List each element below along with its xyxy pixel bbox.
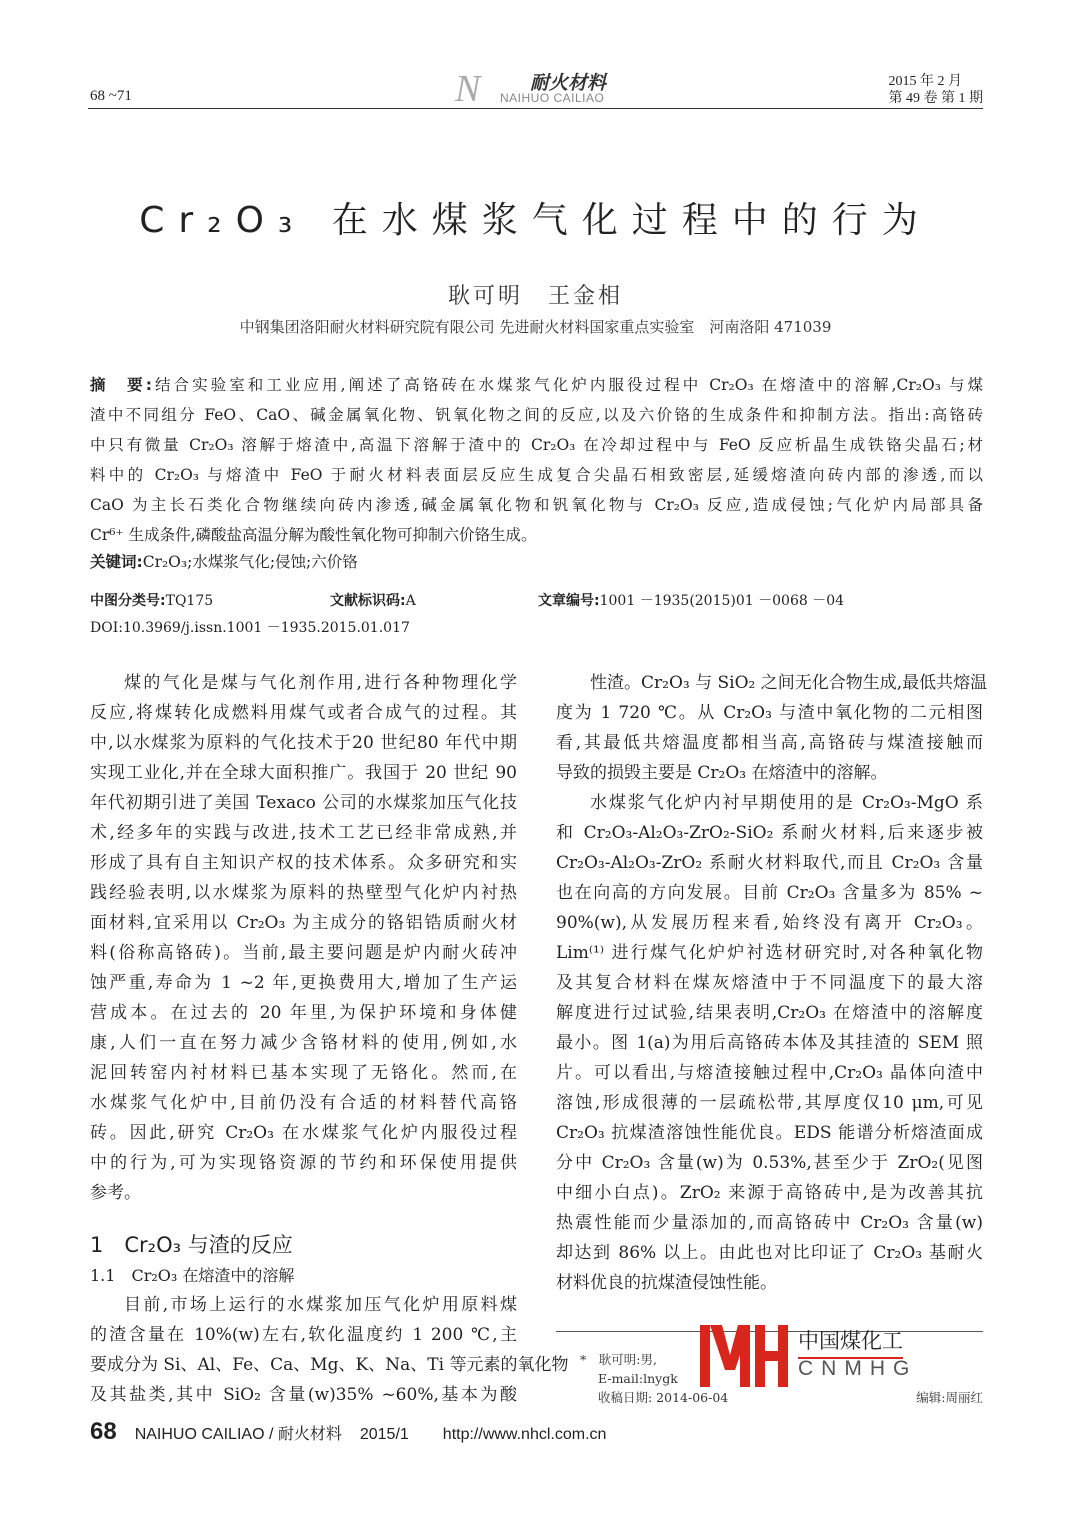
paragraph-line: 目前,市场上运行的水煤浆加压气化炉用原料煤	[124, 1295, 517, 1315]
paragraph-line: 践经验表明,以水煤浆为原料的热壁型气化炉内衬热	[90, 883, 517, 903]
paragraph-line: 中,以水煤浆为原料的气化技术于20 世纪80 年代中期	[90, 733, 517, 753]
paragraph-line: 的渣含量在 10%(w)左右,软化温度约 1 200 ℃,主	[90, 1325, 517, 1345]
paragraph-line: 泥回转窑内衬材料已基本实现了无铬化。然而,在	[90, 1063, 517, 1083]
article-number	[538, 590, 844, 610]
footnote-author: * 耿可明:男,	[580, 1352, 657, 1367]
paragraph-line: 也在向高的方向发展。目前 Cr₂O₃ 含量多为 85% ~	[556, 883, 983, 903]
section-heading: 1 Cr₂O₃ 与渣的反应	[90, 1233, 293, 1257]
paragraph-line: 中细小白点)。ZrO₂ 来源于高铬砖中,是为改善其抗	[556, 1183, 983, 1203]
paragraph-line: 砖。因此,研究 Cr₂O₃ 在水煤浆气化炉内服役过程	[90, 1123, 517, 1143]
footnote-received: 收稿日期: 2014-06-04	[598, 1390, 729, 1405]
doc-code	[330, 590, 416, 610]
paragraph-line: 材料优良的抗煤渣侵蚀性能。	[556, 1273, 777, 1293]
doc-value: A	[405, 593, 416, 609]
issue-info	[889, 73, 984, 107]
art-label: 文章编号:	[538, 593, 600, 609]
clc-number	[90, 590, 213, 610]
editor: 编辑:周丽红	[916, 1390, 983, 1405]
logo-mark: N	[455, 68, 481, 110]
paragraph-line: 热震性能而少量添加的,而高铬砖中 Cr₂O₃ 含量(w)	[556, 1213, 983, 1233]
keywords-label: 关键词:	[90, 553, 143, 571]
paragraph-line: 实现工业化,并在全球大面积推广。我国于 20 世纪 90	[90, 763, 517, 783]
paragraph-line: 康,人们一直在努力减少含铬材料的使用,例如,水	[90, 1033, 517, 1053]
footer-issue: 2015/1	[359, 1426, 409, 1443]
paragraph-line: 最小。图 1(a)为用后高铬砖本体及其挂渣的 SEM 照	[556, 1033, 983, 1053]
logo-en: NAIHUO CAILIAO	[500, 91, 605, 105]
paragraph-line: 水煤浆气化炉中,目前仍没有合适的材料替代高铬	[90, 1093, 517, 1113]
paragraph-line: 术,经多年的实践与改进,技术工艺已经非常成熟,并	[90, 823, 517, 843]
doi: DOI:10.3969/j.issn.1001 －1935.2015.01.017	[90, 620, 410, 636]
authors: 耿可明 王金相	[447, 284, 623, 309]
paragraph-line: 性渣。Cr₂O₃ 与 SiO₂ 之间无化合物生成,最低共熔温	[590, 673, 988, 693]
paragraph-line: 面材料,宜采用以 Cr₂O₃ 为主成分的铬铝锆质耐火材	[90, 913, 517, 933]
keywords	[90, 550, 358, 572]
left-column	[90, 668, 569, 1410]
header-rule	[88, 108, 983, 109]
watermark-cn: 中国煤化工	[798, 1325, 903, 1359]
page-footer	[90, 1418, 620, 1446]
paragraph-line: 分中 Cr₂O₃ 含量(w)为 0.53%,甚至少于 ZrO₂(见图	[556, 1153, 983, 1173]
paragraph-line: 营成本。在过去的 20 年里,为保护环境和身体健	[90, 1003, 517, 1023]
clc-label: 中图分类号:	[90, 593, 166, 609]
paragraph-line: 却达到 86% 以上。由此也对比印证了 Cr₂O₃ 基耐火	[556, 1243, 983, 1263]
paragraph-line: 蚀严重,寿命为 1 ~2 年,更换费用大,增加了生产运	[90, 973, 517, 993]
abstract-line: 中只有微量 Cr₂O₃ 溶解于熔渣中,高温下溶解于渣中的 Cr₂O₃ 在冷却过程中与 FeO 反应析晶生成铁铬尖晶石;材	[90, 436, 983, 454]
page-number: 68	[90, 1418, 117, 1445]
paragraph-line: 参考。	[90, 1183, 141, 1203]
abstract-line: 结合实验室和工业应用,阐述了高铬砖在水煤浆气化炉内服役过程中 Cr₂O₃ 在熔渣中的溶解,Cr₂O₃ 与煤	[151, 376, 983, 394]
paragraph-line: 及其盐类,其中 SiO₂ 含量(w)35% ~60%,基本为酸	[90, 1385, 517, 1405]
paragraph-line: 中的行为,可为实现铬资源的节约和环保使用提供	[90, 1153, 517, 1173]
paragraph-line: 看,其最低共熔温度都相当高,高铬砖与煤渣接触而	[556, 733, 983, 753]
paragraph-line: 溶蚀,形成很薄的一层疏松带,其厚度仅10 μm,可见	[556, 1093, 983, 1113]
paragraph-line: 形成了具有自主知识产权的技术体系。众多研究和实	[90, 853, 517, 873]
paragraph-line: 年代初期引进了美国 Texaco 公司的水煤浆加压气化技	[90, 793, 517, 813]
abstract-line: Cr⁶⁺ 生成条件,磷酸盐高温分解为酸性氧化物可抑制六价铬生成。	[90, 526, 537, 544]
affiliation: 中钢集团洛阳耐火材料研究院有限公司 先进耐火材料国家重点实验室 河南洛阳 471039	[239, 318, 832, 336]
abstract-label: 摘 要:	[90, 376, 152, 394]
paragraph-line: 料(俗称高铬砖)。当前,最主要问题是炉内耐火砖冲	[90, 943, 517, 963]
paragraph-line: 要成分为 Si、Al、Fe、Ca、Mg、K、Na、Ti 等元素的氧化物	[90, 1355, 569, 1375]
logo-cn: 耐火材料	[530, 72, 607, 94]
abstract-line: 渣中不同组分 FeO、CaO、碱金属氧化物、钒氧化物之间的反应,以及六价铬的生成条件和抑制方法。指出:高铬砖	[90, 406, 983, 424]
paper-title: Cr₂O₃ 在水煤浆气化过程中的行为	[139, 200, 932, 241]
paragraph-line: 煤的气化是煤与气化剂作用,进行各种物理化学	[124, 673, 517, 693]
abstract	[90, 370, 983, 550]
footer-journal: NAIHUO CAILIAO / 耐火材料	[134, 1426, 342, 1443]
paragraph-line: 解度进行过试验,结果表明,Cr₂O₃ 在熔渣中的溶解度	[556, 1003, 983, 1023]
journal-logo	[455, 68, 620, 108]
paragraph-line: 和 Cr₂O₃-Al₂O₃-ZrO₂-SiO₂ 系耐火材料,后来逐步被	[556, 823, 983, 843]
paragraph-line: Cr₂O₃-Al₂O₃-ZrO₂ 系耐火材料取代,而且 Cr₂O₃ 含量	[556, 853, 983, 873]
paragraph-line: 片。可以看出,与熔渣接触过程中,Cr₂O₃ 晶体向渣中	[556, 1063, 983, 1083]
watermark-en: CNMHG	[798, 1357, 918, 1380]
paragraph-line: 导致的损毁主要是 Cr₂O₃ 在熔渣中的溶解。	[556, 763, 888, 783]
footnote-email: E-mail:lnygk	[598, 1371, 678, 1386]
issue-date: 2015 年 2 月	[888, 74, 962, 89]
subsection-heading: 1.1 Cr₂O₃ 在熔渣中的溶解	[90, 1266, 295, 1285]
right-column	[556, 668, 988, 1298]
footer-url[interactable]: http://www.nhcl.com.cn	[442, 1426, 607, 1443]
watermark-logo	[700, 1325, 918, 1387]
paragraph-line: 90%(w),从发展历程来看,始终没有离开 Cr₂O₃。	[556, 913, 983, 933]
paragraph-line: 反应,将煤转化成燃料用煤气或者合成气的过程。其	[90, 703, 517, 723]
paragraph-line: 及其复合材料在煤灰熔渣中于不同温度下的最大溶	[556, 973, 983, 993]
issue-volume: 第 49 卷 第 1 期	[888, 91, 983, 106]
mh-logo-icon	[700, 1325, 788, 1387]
page-range: 68 ~71	[90, 88, 132, 104]
abstract-line: 料中的 Cr₂O₃ 与熔渣中 FeO 于耐火材料表面层反应生成复合尖晶石相致密层,延缓熔渣向砖内部的渗透,而以	[90, 466, 983, 484]
section-spacer	[90, 1208, 517, 1228]
keywords-value: Cr₂O₃;水煤浆气化;侵蚀;六价铬	[142, 553, 358, 571]
abstract-line: CaO 为主长石类化合物继续向砖内渗透,碱金属氧化物和钒氧化物与 Cr₂O₃ 反应,造成侵蚀;气化炉内局部具备	[90, 496, 983, 514]
clc-value: TQ175	[165, 593, 214, 609]
paragraph-line: 水煤浆气化炉内衬早期使用的是 Cr₂O₃-MgO 系	[590, 793, 983, 813]
paragraph-line: 度为 1 720 ℃。从 Cr₂O₃ 与渣中氧化物的二元相图	[556, 703, 983, 723]
art-value: 1001 －1935(2015)01 －0068 －04	[599, 593, 845, 609]
doc-label: 文献标识码:	[330, 593, 406, 609]
paragraph-line: Cr₂O₃ 抗煤渣溶蚀性能优良。EDS 能谱分析熔渣面成	[556, 1123, 983, 1143]
paragraph-line: Lim⁽¹⁾ 进行煤气化炉炉衬选材研究时,对各种氧化物	[556, 943, 983, 963]
